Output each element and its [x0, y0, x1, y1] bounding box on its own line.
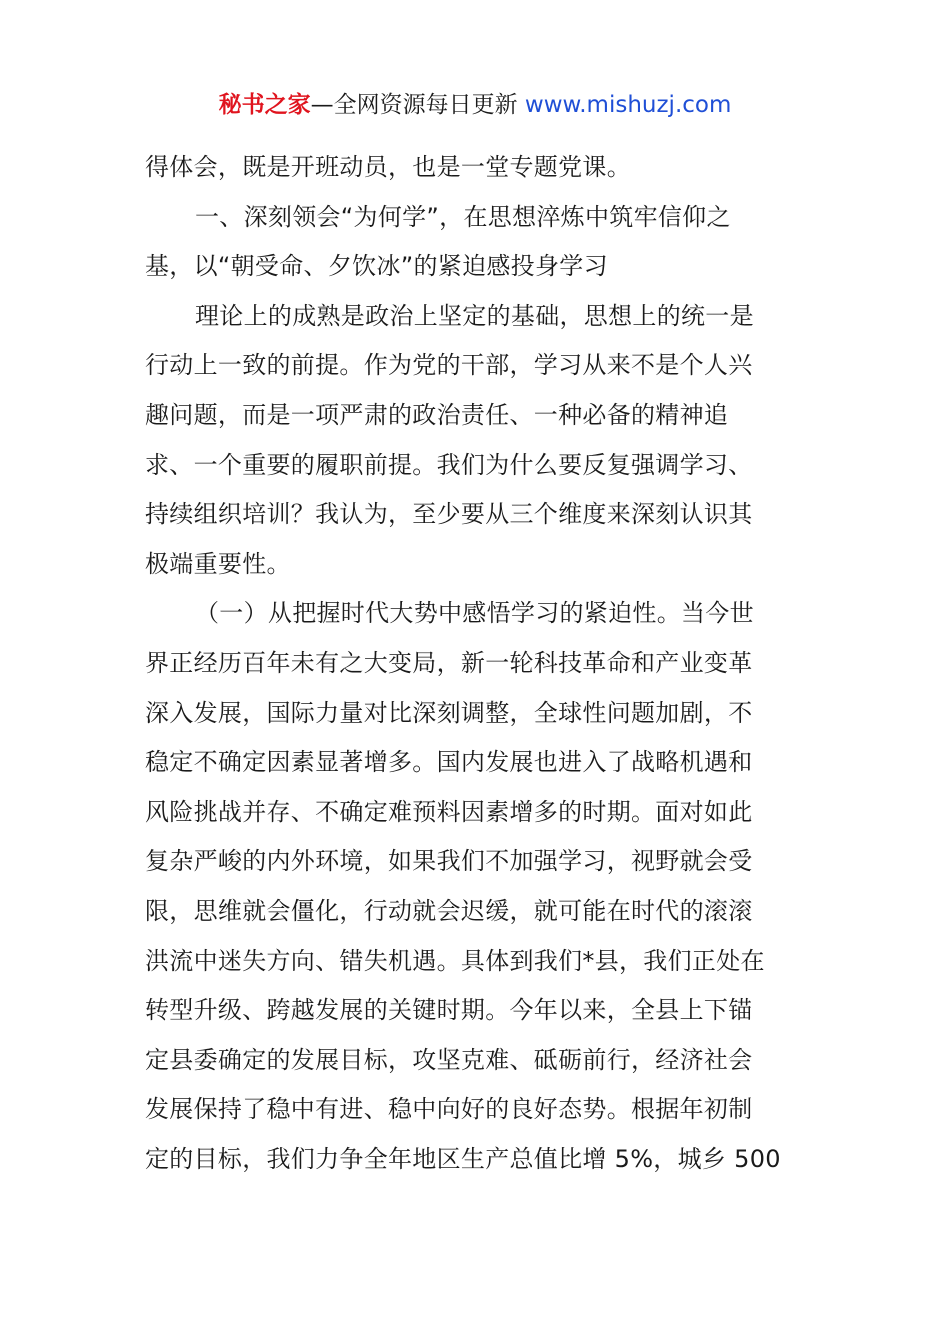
brand-name: 秘书之家	[218, 92, 311, 118]
text-line: 定的目标，我们力争全年地区生产总值比增 5%，城乡 500	[145, 1144, 781, 1173]
page-header	[0, 88, 950, 122]
text-line: 深入发展，国际力量对比深刻调整，全球性问题加剧，不	[145, 698, 753, 727]
section-heading-line: 基，以“朝受命、夕饮冰”的紧迫感投身学习	[145, 252, 608, 281]
header-tagline: —全网资源每日更新	[310, 92, 525, 118]
site-url-link[interactable]: www.mishuzj.com	[524, 92, 732, 118]
text-line: 定县委确定的发展目标，攻坚克难、砥砺前行，经济社会	[145, 1045, 753, 1074]
subsection-line: （一）从把握时代大势中感悟学习的紧迫性。当今世	[195, 599, 754, 628]
text-line: 极端重要性。	[145, 549, 291, 578]
text-line: 理论上的成熟是政治上坚定的基础，思想上的统一是	[195, 301, 754, 330]
section-heading-line: 一、深刻领会“为何学”，在思想淬炼中筑牢信仰之	[195, 202, 731, 231]
text-line: 稳定不确定因素显著增多。国内发展也进入了战略机遇和	[145, 748, 753, 777]
text-line: 风险挑战并存、不确定难预料因素增多的时期。面对如此	[145, 797, 753, 826]
text-line: 行动上一致的前提。作为党的干部，学习从来不是个人兴	[145, 351, 753, 380]
document-body	[145, 143, 807, 1184]
text-line: 复杂严峻的内外环境，如果我们不加强学习，视野就会受	[145, 847, 753, 876]
text-line: 界正经历百年未有之大变局，新一轮科技革命和产业变革	[145, 648, 753, 677]
text-line: 转型升级、跨越发展的关键时期。今年以来，全县上下锚	[145, 996, 753, 1025]
text-line: 发展保持了稳中有进、稳中向好的良好态势。根据年初制	[145, 1095, 753, 1124]
text-line: 得体会，既是开班动员，也是一堂专题党课。	[145, 153, 631, 181]
text-line: 趣问题，而是一项严肃的政治责任、一种必备的精神追	[145, 400, 729, 429]
text-line: 限，思维就会僵化，行动就会迟缓，就可能在时代的滚滚	[145, 896, 753, 925]
text-line: 持续组织培训？我认为，至少要从三个维度来深刻认识其	[145, 500, 753, 529]
text-line: 求、一个重要的履职前提。我们为什么要反复强调学习、	[145, 450, 753, 479]
text-line: 洪流中迷失方向、错失机遇。具体到我们*县，我们正处在	[145, 946, 765, 975]
